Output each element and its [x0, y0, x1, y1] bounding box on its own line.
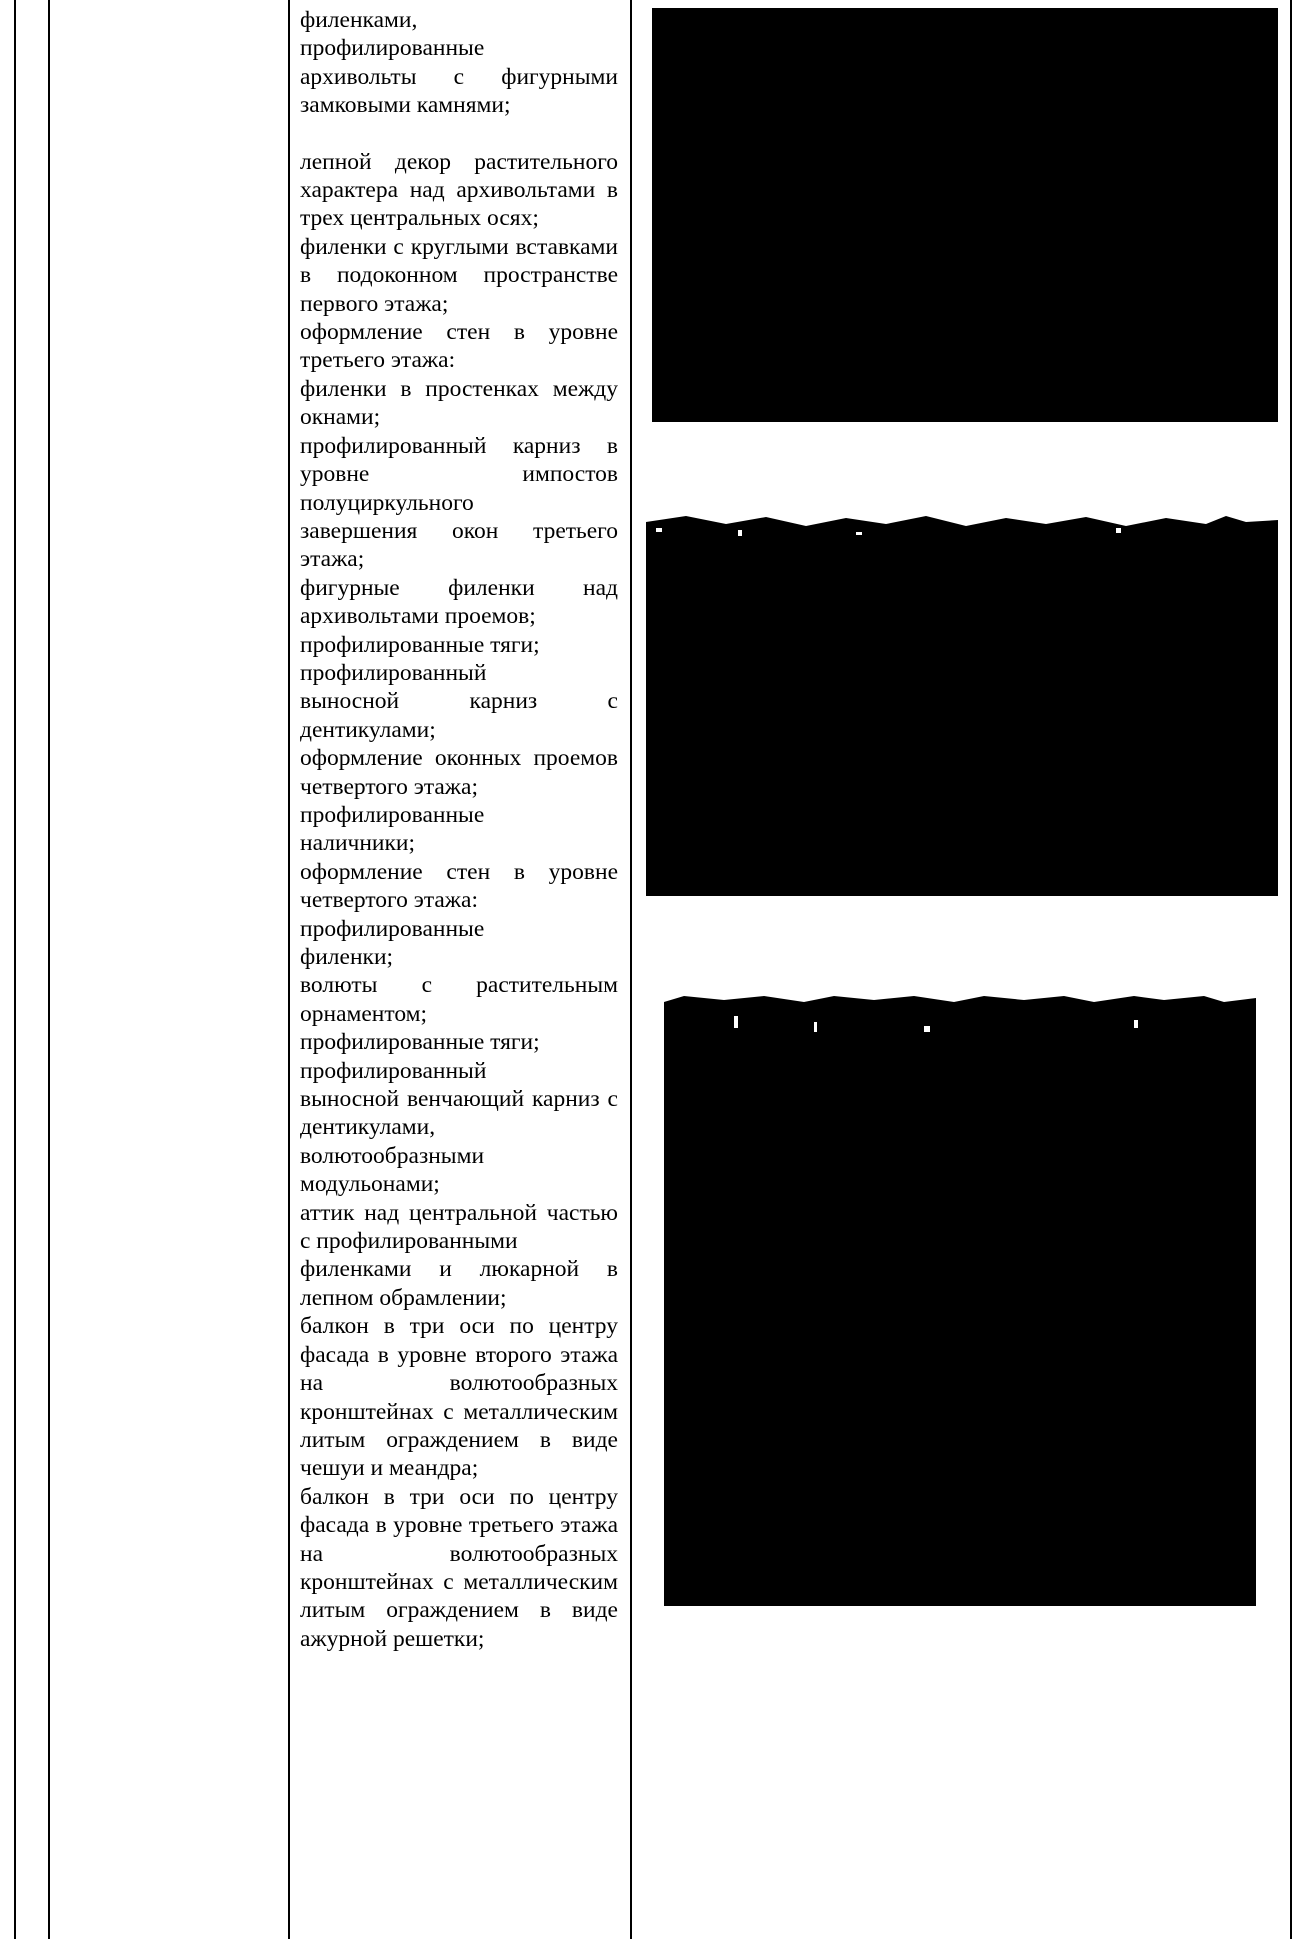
table-border-col1 — [48, 0, 50, 1939]
text-line: профилированные тяги; — [300, 1029, 540, 1056]
text-line: профилированный — [300, 1057, 487, 1084]
photo-edge-speckle — [646, 512, 1278, 542]
facade-photo-2 — [646, 512, 1278, 896]
description-cell — [300, 6, 618, 1653]
text-line: фигурные филенки над архивольтами проемов; — [300, 574, 618, 630]
text-line: профилированный карниз в уровне импостов полуциркульного — [300, 432, 618, 516]
table-border-left — [14, 0, 16, 1939]
photo-edge-speckle — [664, 996, 1256, 1056]
text-line: балкон в три оси по центру фасада в уровне второго этажа на волютообразных кронштейнах с металлическим литым ограждением в виде чешуи и меандра; — [300, 1313, 618, 1482]
text-line: аттик над центральной частью с профилированными — [300, 1199, 618, 1255]
text-line: филенками, — [300, 7, 418, 33]
table-border-col2 — [288, 0, 290, 1939]
table-border-col3 — [630, 0, 632, 1939]
text-line: профилированные тяги; — [300, 631, 540, 658]
facade-photo-3 — [664, 996, 1256, 1606]
text-line: филенки; — [300, 944, 394, 970]
text-line: выносной карниз с дентикулами; — [300, 688, 618, 743]
text-line: филенки с круглыми вставками в подоконном пространстве первого этажа; — [300, 233, 618, 317]
text-line: оформление стен в уровне третьего этажа: — [300, 319, 618, 374]
text-line: лепной декор растительного характера над архивольтами в трех центральных осях; — [300, 148, 618, 232]
text-line: архивольты с фигурными замковыми камнями; — [300, 63, 618, 119]
text-line: оформление оконных проемов четвертого этажа; — [300, 745, 618, 800]
text-line: профилированный — [300, 659, 487, 686]
text-line: волюты с растительным орнаментом; — [300, 972, 618, 1027]
text-line: наличники; — [300, 830, 416, 857]
text-line: филенки в простенках между окнами; — [300, 375, 618, 431]
text-line: балкон в три оси по центру фасада в уровне третьего этажа на волютообразных кронштейнах с металлическим литым ограждением в виде ажурной решетки; — [300, 1483, 618, 1652]
table-border-right — [1290, 0, 1292, 1939]
text-line: выносной венчающий карниз с дентикулами, волютообразными — [300, 1086, 618, 1169]
text-line: профилированные — [300, 35, 485, 62]
text-line: модульонами; — [300, 1171, 440, 1198]
facade-photo-1 — [652, 8, 1278, 422]
text-line: профилированные — [300, 915, 485, 942]
text-line: оформление стен в уровне четвертого этажа: — [300, 858, 618, 914]
text-line: завершения окон третьего этажа; — [300, 517, 618, 573]
text-line: филенками и люкарной в лепном обрамлении; — [300, 1256, 618, 1311]
text-line: профилированные — [300, 801, 485, 828]
